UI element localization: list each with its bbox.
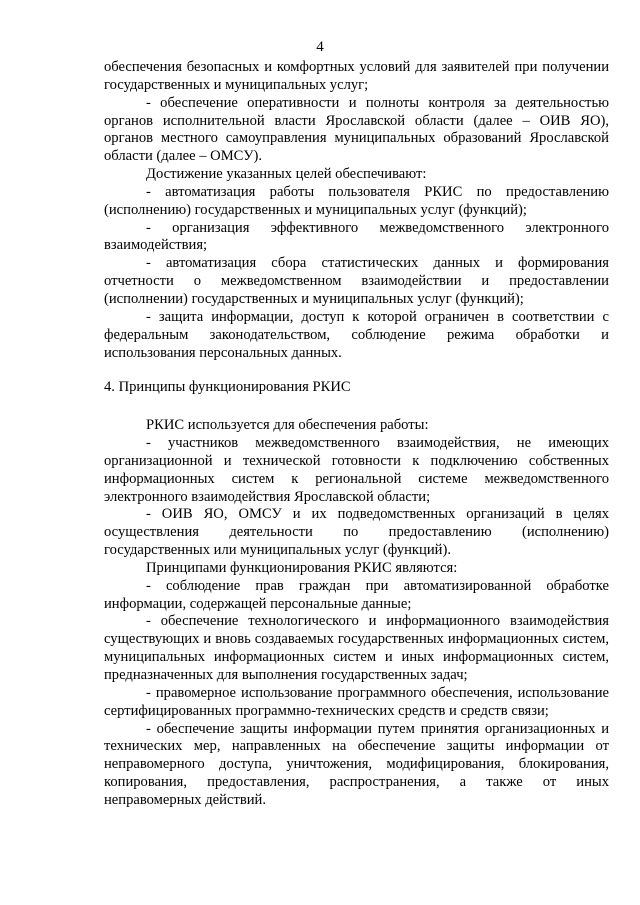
paragraph: обеспечения безопасных и комфортных условий для заявителей при получении государственных и муниципальных услуг;	[104, 59, 609, 93]
list-item: - ОИВ ЯО, ОМСУ и их подведомственных организаций в целях осуществления деятельности по предоставлению (исполнению) государственных или муниципальных услуг (функций).	[104, 506, 609, 559]
paragraph: Принципами функционирования РКИС являются:	[146, 559, 458, 576]
list-item: - защита информации, доступ к которой ограничен в соответствии с федеральным законодательством, соблюдение режима обработки и использования персональных данных.	[104, 308, 609, 361]
list-item: - обеспечение технологического и информационного взаимодействия существующих и вновь создаваемых государственных информационных систем, муниципальных информационных систем и иных информационных систем, предназначенных для выполнения государственных задач;	[104, 613, 609, 683]
list-item: - автоматизация сбора статистических данных и формирования отчетности о межведомственном взаимодействии и предоставлении (исполнении) государственных и муниципальных услуг (функций);	[104, 255, 609, 307]
paragraph: - обеспечение оперативности и полноты контроля за деятельностью органов исполнительной власти Ярославской области (далее – ОИВ ЯО), органов местного самоуправления муниципальных образований Ярославской области (далее – ОМСУ).	[104, 94, 609, 165]
section-heading: 4. Принципы функционирования РКИС	[104, 379, 351, 396]
list-item: - автоматизация работы пользователя РКИС по предоставлению (исполнению) государственных и муниципальных услуг (функций);	[104, 183, 609, 218]
list-item: - соблюдение прав граждан при автоматизированной обработке информации, содержащей персональные данные;	[104, 577, 609, 612]
paragraph: Достижение указанных целей обеспечивают:	[146, 166, 427, 183]
list-item: - правомерное использование программного обеспечения, использование сертифицированных программно-технических средств и средств связи;	[104, 684, 609, 719]
list-item: - участников межведомственного взаимодействия, не имеющих организационной и технической готовности к подключению собственных информационных систем к региональной системе межведомственного электронного взаимодействия Ярославской области;	[104, 435, 609, 505]
document-body	[104, 59, 609, 810]
page-number: 4	[316, 39, 324, 55]
paragraph: РКИС используется для обеспечения работы:	[146, 417, 429, 434]
list-item: - обеспечение защиты информации путем принятия организационных и технических мер, направленных на обеспечение защиты информации от неправомерного доступа, уничтожения, модифицирования, блокирования, копирования, предоставления, распространения, а также от иных неправомерных действий.	[104, 720, 609, 808]
list-item: - организация эффективного межведомственного электронного взаимодействия;	[104, 219, 609, 254]
